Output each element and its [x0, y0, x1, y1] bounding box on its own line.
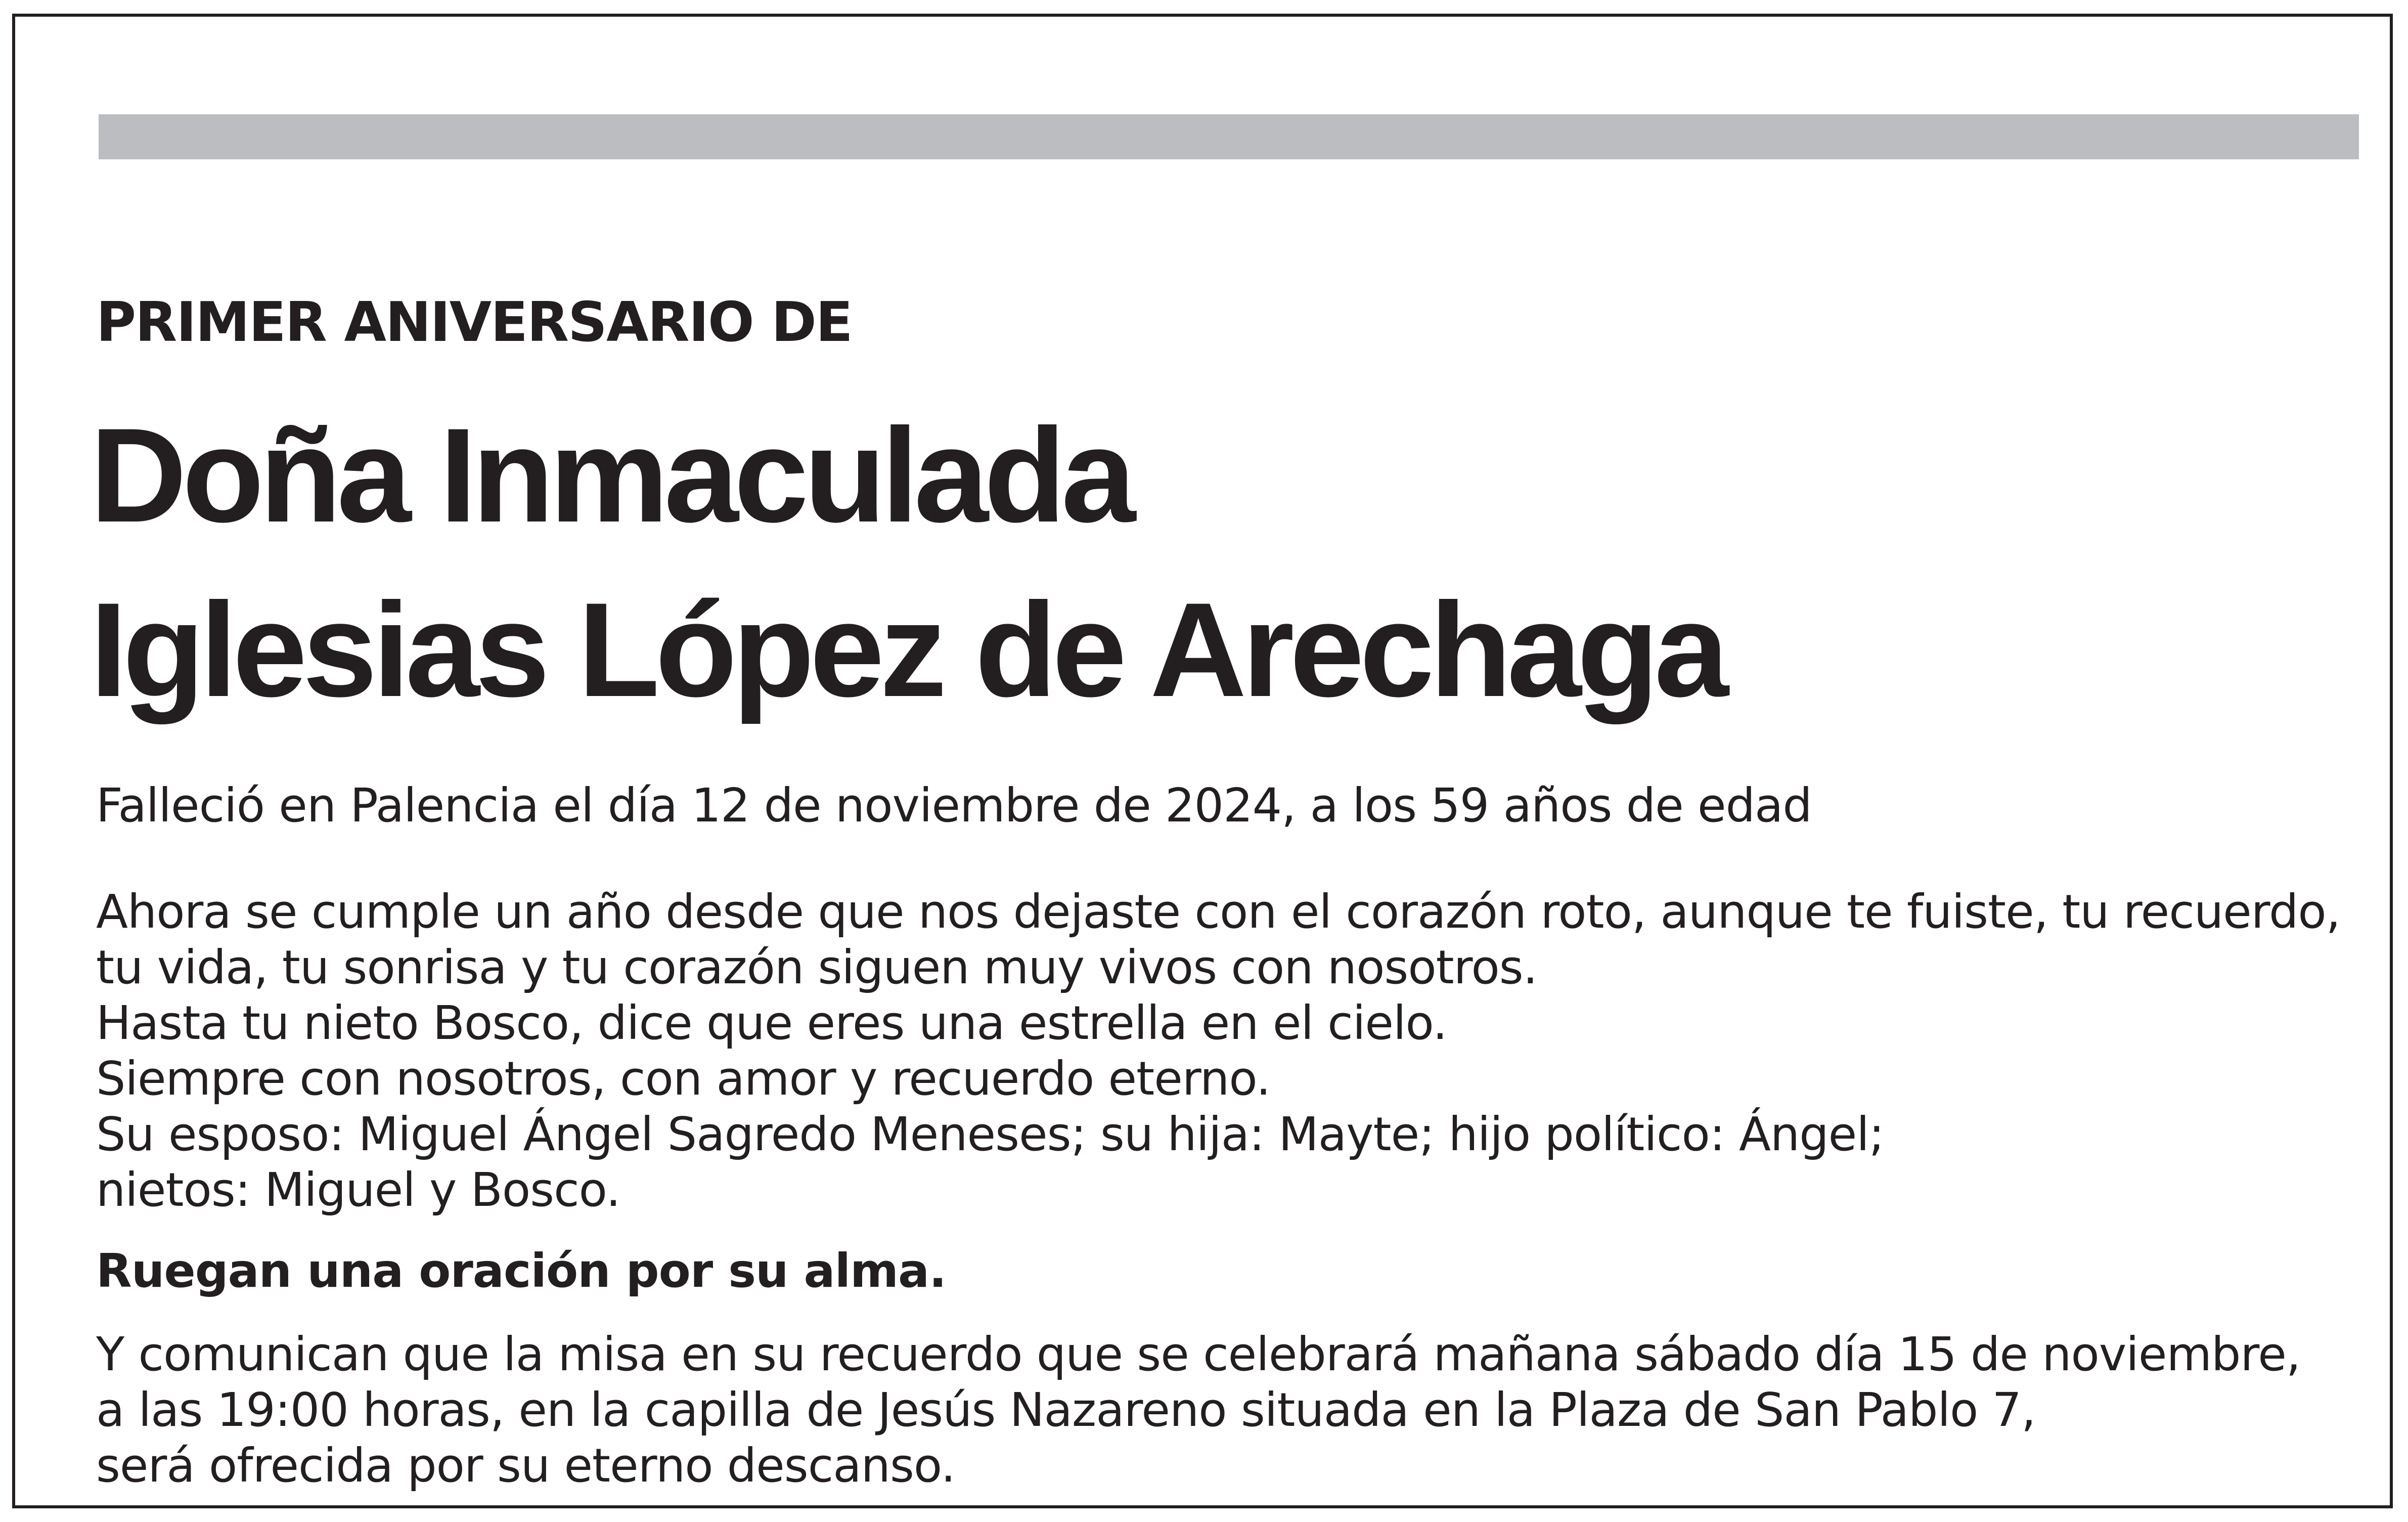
message-line: tu vida, tu sonrisa y tu corazón siguen muy vivos con nosotros. [96, 940, 1537, 994]
deceased-name [90, 388, 1724, 737]
prayer-request: Ruegan una oración por su alma. [96, 1244, 947, 1298]
name-line: Doña Inmaculada [90, 401, 1132, 550]
mass-line: será ofrecida por su eterno descanso. [96, 1439, 955, 1493]
mass-announcement [96, 1327, 2300, 1494]
mass-line: Y comunican que la misa en su recuerdo que se celebrará mañana sábado día 15 de noviembre, [96, 1327, 2301, 1381]
message-line: nietos: Miguel y Bosco. [96, 1163, 620, 1217]
notice-kicker: PRIMER ANIVERSARIO DE [96, 291, 852, 354]
message-line: Siempre con nosotros, con amor y recuerdo eterno. [96, 1052, 1271, 1106]
mass-line: a las 19:00 horas, en la capilla de Jesús Nazareno situada en la Plaza de San Pablo 7, [96, 1383, 2036, 1437]
notice-frame [12, 14, 2393, 1508]
family-message [96, 884, 2340, 1218]
message-line: Ahora se cumple un año desde que nos dejaste con el corazón roto, aunque te fuiste, tu recuerdo, [96, 885, 2340, 939]
message-line: Su esposo: Miguel Ángel Sagredo Meneses; su hija: Mayte; hijo político: Ángel; [96, 1107, 1884, 1161]
message-line: Hasta tu nieto Bosco, dice que eres una estrella en el cielo. [96, 996, 1447, 1050]
death-details: Falleció en Palencia el día 12 de noviembre de 2024, a los 59 años de edad [96, 778, 1812, 833]
name-line: Iglesias López de Arechaga [90, 575, 1724, 725]
header-bar [99, 114, 2359, 159]
